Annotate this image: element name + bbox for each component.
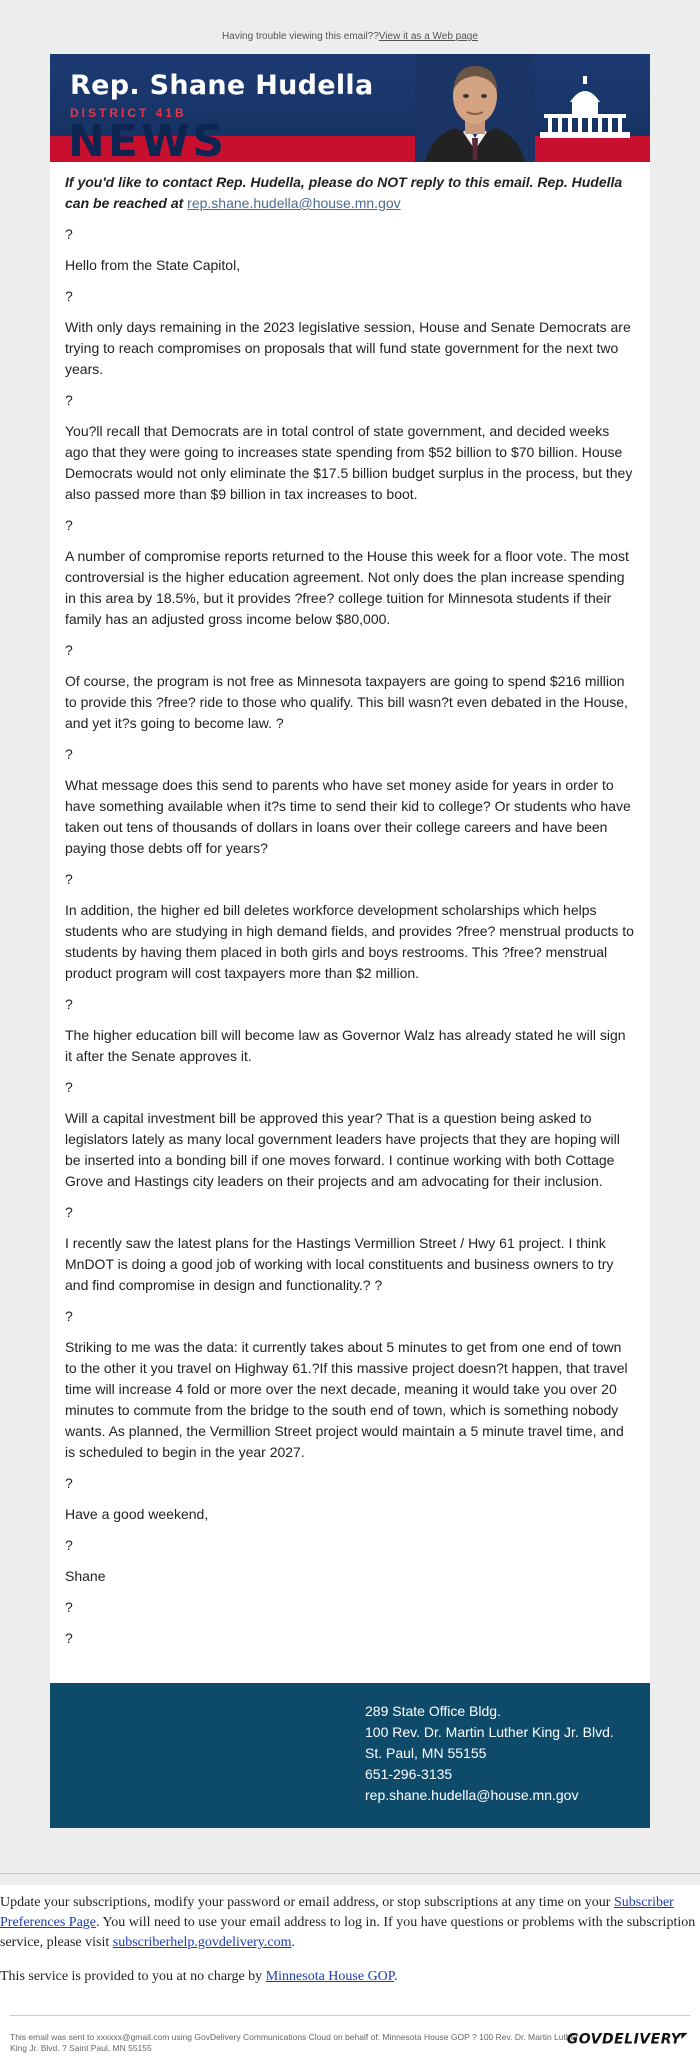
body-paragraph: I recently saw the latest plans for the Hastings Vermillion Street / Hwy 61 project. I think MnDOT is doing a good job of working with local constituents and business owners to try and find compromise in design and functionality.? ? (65, 1235, 614, 1293)
body-paragraph: Will a capital investment bill be approved this year? That is a question being asked to legislators lately as many local government leaders have projects that they are hoping will be inserted into a bonding bill if one moves forward. I continue working with both Cottage Grove and Hastings city leaders on their projects and am advocating for their inclusion. (65, 1110, 620, 1189)
body-paragraph: What message does this send to parents who have set money aside for years in order to have something available when it?s time to send their kid to college? Or students who have taken out tens of thousands of dollars in loans over their college careers and have been paying those debts off for years? (65, 777, 631, 856)
logo-mark-icon: ◤ (681, 2031, 688, 2040)
spacer-paragraph: ? (65, 1308, 73, 1324)
contact-text: If you'd like to contact Rep. Hudella, please do NOT reply to this email. Rep. Hudella can be reached at (65, 174, 623, 211)
body-paragraph: The higher education bill will become law as Governor Walz has already stated he will sign it after the Senate approves it. (65, 1027, 626, 1064)
spacer-paragraph: ? (65, 392, 73, 408)
spacer-paragraph: ? (65, 996, 73, 1012)
spacer-paragraph: ? (65, 1537, 73, 1553)
spacer-paragraph: ? (65, 1204, 73, 1220)
subscription-text-2: . You will need to use your email address to log in. If you have questions or problems with the subscription service, please visit (0, 1915, 696, 1950)
service-text-end: . (394, 1969, 398, 1984)
house-gop-link[interactable]: Minnesota House GOP (265, 1969, 395, 1984)
spacer-paragraph: ? (65, 288, 73, 304)
office-address (365, 1701, 614, 1806)
service-text: This service is provided to you at no charge by (0, 1969, 263, 1984)
body-paragraph: A number of compromise reports returned to the House this week for a floor vote. The most controversial is the higher education agreement. Not only does the plan increase spending in this area by 18.5%, but it provides ?free? college tuition for Minnesota students if their family has an adjusted gross income below $80,000. (65, 548, 629, 627)
footer-rule (10, 2015, 690, 2016)
body-paragraph: With only days remaining in the 2023 legislative session, House and Senate Democrats are trying to reach compromises on proposals that will fund state government for the next two years. (65, 319, 631, 377)
body-paragraph: Have a good weekend, (65, 1506, 209, 1522)
email-body (50, 162, 650, 1683)
spacer-paragraph: ? (65, 517, 73, 533)
body-paragraph: In addition, the higher ed bill deletes workforce development scholarships which helps students who are studying in high demand fields, and provides ?free? menstrual products to students by having them placed in both girls and boys restrooms. This ?free? menstrual product program will cost taxpayers more than $2 million. (65, 902, 634, 981)
rep-name: Rep. Shane Hudella (70, 70, 374, 101)
preheader (0, 0, 700, 54)
address-line-3: St. Paul, MN 55155 (365, 1745, 487, 1761)
address-line-2: 100 Rev. Dr. Martin Luther King Jr. Blvd. (365, 1724, 614, 1740)
subscription-paragraph (0, 1893, 700, 1953)
spacer-paragraph: ? (65, 1079, 73, 1095)
portrait-image (415, 54, 535, 162)
preheader-text: Having trouble viewing this email?? (222, 31, 379, 42)
spacer-paragraph: ? (65, 871, 73, 887)
contact-notice (65, 172, 635, 214)
subscription-text-1: Update your subscriptions, modify your password or email address, or stop subscriptions at any time on your (0, 1895, 611, 1910)
news-label: NEWS (68, 116, 228, 162)
email-card (50, 54, 650, 1828)
govdelivery-logo-text: GOVDELIVERY (566, 2031, 682, 2048)
body-paragraph: Of course, the program is not free as Minnesota taxpayers are going to spend $216 million to provide this ?free? ride to those who qualify. This bill wasn?t even debated in the House, and yet it?s going to become law. ? (65, 673, 628, 731)
contact-email-link[interactable]: rep.shane.hudella@house.mn.gov (187, 195, 401, 211)
spacer-paragraph: ? (65, 226, 73, 242)
capitol-icon (540, 76, 630, 138)
subscriber-help-link[interactable]: subscriberhelp.govdelivery.com (112, 1935, 292, 1950)
address-footer (50, 1683, 650, 1828)
spacer-paragraph: ? (65, 746, 73, 762)
address-line-1: 289 State Office Bldg. (365, 1703, 501, 1719)
subscription-text-3: . (291, 1935, 295, 1950)
govdelivery-logo (567, 2031, 688, 2048)
header-banner (50, 54, 650, 162)
service-paragraph (0, 1967, 700, 1987)
view-web-page-link[interactable]: View it as a Web page (378, 31, 478, 42)
office-phone: 651-296-3135 (365, 1766, 453, 1782)
section-divider (0, 1873, 700, 1874)
sent-to-notice: This email was sent to xxxxxx@gmail.com using GovDelivery Communications Cloud on behalf of: Minnesota House GOP ? 100 Rev. Dr. Martin Luther King Jr. Blvd. ? Saint Paul, MN 55155 (10, 2032, 579, 2053)
subscription-info (0, 1885, 700, 2015)
body-paragraph: Hello from the State Capitol, (65, 257, 241, 273)
office-email: rep.shane.hudella@house.mn.gov (365, 1787, 579, 1803)
body-paragraph: You?ll recall that Democrats are in total control of state government, and decided weeks ago that they were going to increases state spending from $52 billion to $70 billion. House Democrats would not only eliminate the $17.5 billion budget surplus in the process, but they also passed more than $9 billion in tax increases to boot. (65, 423, 633, 502)
district-label: DISTRICT 41B (70, 106, 187, 120)
spacer-paragraph: ? (65, 1475, 73, 1491)
body-paragraph: Striking to me was the data: it currently takes about 5 minutes to get from one end of town to the other it you travel on Highway 61.?If this massive project doesn?t happen, that travel time will increase 4 fold or more over the next decade, meaning it would take you over 20 minutes to commute from the bridge to the south end of town, which is something nobody wants. As planned, the Vermillion Street project would maintain a 5 minute travel time, and is scheduled to begin in the year 2027. (65, 1339, 628, 1460)
spacer-paragraph: ? (65, 642, 73, 658)
subscriber-preferences-link[interactable]: Subscriber Preferences Page (0, 1895, 674, 1930)
govdelivery-footer (0, 2015, 700, 2067)
spacer-paragraph: ? (65, 1599, 73, 1615)
body-paragraph: Shane (65, 1568, 106, 1584)
body-paragraphs (65, 224, 635, 1649)
spacer-paragraph: ? (65, 1630, 73, 1646)
